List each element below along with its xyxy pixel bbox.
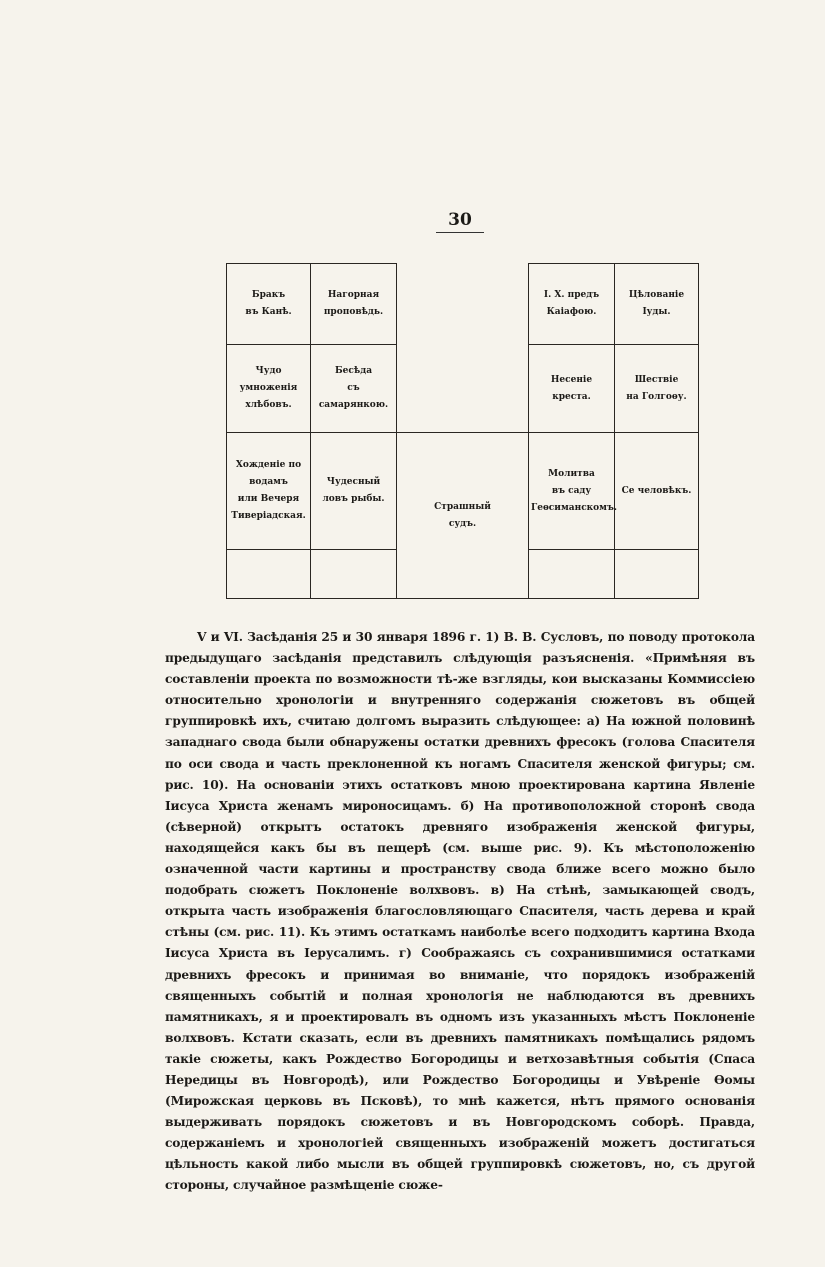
table-cell: Нагорная проповѣдь. [311, 264, 397, 345]
table-cell: Несеніе креста. [529, 345, 615, 433]
table-cell: Цѣлованіе Іуды. [615, 264, 699, 345]
table-cell-empty [397, 345, 529, 433]
body-text [165, 627, 755, 1197]
table-cell-empty [311, 550, 397, 599]
table-cell-empty [615, 550, 699, 599]
table-cell: Чудесный ловъ рыбы. [311, 433, 397, 550]
table-cell-last-judgment: Страшный судъ. [397, 433, 529, 599]
table-cell-empty [529, 550, 615, 599]
table-cell: Шествіе на Голгоѳу. [615, 345, 699, 433]
table-row [227, 345, 699, 433]
table-cell: Хожденіе по водамъ или Вечеря Тиверіадская. [227, 433, 311, 550]
table-cell: Се человѣкъ. [615, 433, 699, 550]
table-cell: Молитва въ саду Геѳсиманскомъ. [529, 433, 615, 550]
table-row [227, 433, 699, 550]
table-cell: Чудо умноженія хлѣбовъ. [227, 345, 311, 433]
table-cell: Бракъ въ Канѣ. [227, 264, 311, 345]
table-cell: І. Х. предъ Каіафою. [529, 264, 615, 345]
paragraph: V и VI. Засѣданія 25 и 30 января 1896 г. 1) В. В. Сусловъ, по поводу протокола предыдущаго засѣданія представилъ слѣдующія разъясненія. «Примѣняя въ составленіи проекта по возможности тѣ-же взгляды, кои высказаны Коммиссіею относительно хронологіи и внутренняго содержанія сюжетовъ въ общей группировкѣ ихъ, считаю долгомъ выразить слѣдующее: а) На южной половинѣ западнаго свода были обнаружены остатки древнихъ фресокъ (голова Спасителя по оси свода и часть преклоненной къ ногамъ Спасителя женской фигуры; см. рис. 10). На основаніи этихъ остатковъ мною проектирована картина Явленіе Іисуса Христа женамъ мироносицамъ. б) На противоположной сторонѣ свода (сѣверной) открытъ остатокъ древняго изображенія женской фигуры, находящейся какъ бы въ пещерѣ (см. выше рис. 9). Къ мѣстоположенію означенной части картины и пространству свода ближе всего можно было подобрать сюжетъ Поклоненіе волхвовъ. в) На стѣнѣ, замыкающей сводъ, открыта часть изображенія благословляющаго Спасителя, часть дерева и край стѣны (см. рис. 11). Къ этимъ остаткамъ наиболѣе всего подходитъ картина Входа Іисуса Христа въ Іерусалимъ. г) Соображаясь съ сохранившимися остатками древнихъ фресокъ и принимая во вниманіе, что порядокъ изображеній священныхъ событій и полная хронологія не наблюдаются въ древнихъ памятникахъ, я и проектировалъ въ одномъ изъ указанныхъ мѣстъ Поклоненіе волхвовъ. Кстати сказать, если въ древнихъ памятникахъ помѣщались рядомъ такіе сюжеты, какъ Рождество Богородицы и ветхозавѣтныя событія (Спаса Нередицы въ Новгородѣ), или Рождество Богородицы и Увѣреніе Ѳомы (Мирожская церковь въ Псковѣ), то мнѣ кажется, нѣтъ прямого основанія выдерживать порядокъ сюжетовъ и въ Новгородскомъ соборѣ. Правда, содержаніемъ и хронологіей священныхъ изображеній можетъ достигаться цѣльность какой либо мысли въ общей группировкѣ сюжетовъ, но, съ другой стороны, случайное размѣщеніе сюже- [165, 630, 755, 1193]
fresco-layout-table [226, 263, 699, 599]
page-number: 30 [436, 210, 484, 233]
table-cell: Бесѣда съ самарянкою. [311, 345, 397, 433]
table-row [227, 264, 699, 345]
table-cell-empty [227, 550, 311, 599]
table-cell-empty [397, 264, 529, 345]
